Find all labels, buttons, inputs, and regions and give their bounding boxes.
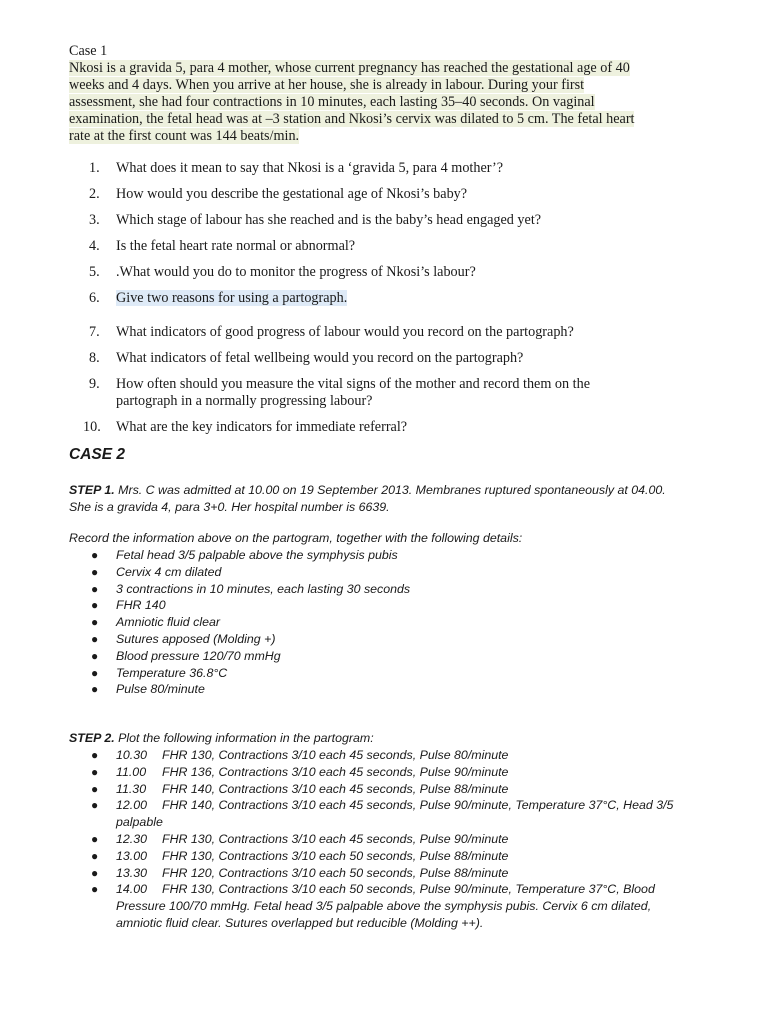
question-number: 1. — [89, 160, 100, 176]
bullet-icon: ● — [91, 682, 99, 697]
bullet-icon: ● — [91, 882, 99, 897]
bullet-icon: ● — [91, 631, 99, 646]
list-item: ● Pulse 80/minute — [91, 682, 205, 697]
list-item: ● Fetal head 3/5 palpable above the symphysis pubis — [91, 548, 398, 562]
bullet-icon: ● — [91, 548, 99, 562]
question-text: partograph in a normally progressing labour? — [116, 393, 373, 409]
intro-line: weeks and 4 days. When you arrive at her house, she is already in labour. During your first — [69, 77, 585, 93]
question-number: 6. — [89, 290, 100, 306]
entry-text: FHR 130, Contractions 3/10 each 45 seconds, Pulse 80/minute — [162, 748, 509, 762]
bullet-icon: ● — [91, 615, 99, 630]
bullet-icon: ● — [91, 848, 99, 863]
bullet-icon: ● — [91, 781, 99, 796]
question-number: 5. — [89, 264, 100, 280]
record-intro: Record the information above on the partogram, together with the following details: — [69, 531, 523, 545]
question-text: How often should you measure the vital signs of the mother and record them on the — [116, 376, 590, 392]
entry-time: 14.00 — [116, 882, 148, 897]
intro-line: Nkosi is a gravida 5, para 4 mother, whose current pregnancy has reached the gestational age of 40 — [69, 60, 630, 76]
list-item: ● Amniotic fluid clear — [91, 615, 220, 630]
case1-title: Case 1 — [69, 43, 108, 59]
list-item: ● Cervix 4 cm dilated — [91, 564, 222, 579]
list-item — [69, 848, 709, 865]
list-item: ● 3 contractions in 10 minutes, each lasting 30 seconds — [91, 581, 411, 596]
bullet-icon: ● — [91, 748, 99, 762]
bullet-icon: ● — [91, 865, 99, 880]
list-item — [69, 764, 709, 781]
question-text: What indicators of fetal wellbeing would you record on the partograph? — [116, 350, 524, 366]
bullet-icon: ● — [91, 648, 99, 663]
question-number: 7. — [89, 324, 100, 340]
entries-list — [69, 747, 709, 932]
entry-time: 11.30 — [116, 781, 147, 796]
question-number: 4. — [89, 238, 100, 254]
list-item — [69, 831, 709, 848]
question-number: 9. — [89, 376, 100, 392]
question-text: What are the key indicators for immediate referral? — [116, 419, 408, 435]
entry-text: FHR 140, Contractions 3/10 each 45 seconds, Pulse 90/minute, Temperature 37°C, Head 3/5 — [162, 798, 674, 813]
bullet-icon: ● — [91, 581, 99, 596]
entry-text: FHR 130, Contractions 3/10 each 50 seconds, Pulse 90/minute, Temperature 37°C, Blood — [162, 882, 655, 897]
step1-paragraph — [69, 482, 709, 516]
entry-time: 12.30 — [116, 831, 148, 846]
entry-time: 13.30 — [116, 865, 148, 880]
entry-time: 12.00 — [116, 798, 148, 813]
step2-text: Plot the following information in the partogram: — [114, 731, 374, 745]
entry-text: palpable — [116, 815, 163, 830]
step2-paragraph — [69, 730, 709, 747]
intro-line: assessment, she had four contractions in 10 minutes, each lasting 35–40 seconds. On vaginal — [69, 94, 595, 110]
entry-time: 10.30 — [116, 748, 148, 762]
bullet-icon: ● — [91, 764, 99, 779]
entry-text: FHR 130, Contractions 3/10 each 45 seconds, Pulse 90/minute — [162, 831, 509, 846]
entry-text: FHR 120, Contractions 3/10 each 50 seconds, Pulse 88/minute — [162, 865, 509, 880]
step2-label: STEP 2. — [69, 731, 115, 745]
case2-title: CASE 2 — [69, 446, 125, 463]
case1-section — [69, 43, 699, 145]
list-item: ● Temperature 36.8°C — [91, 665, 228, 680]
intro-line: examination, the fetal head was at –3 station and Nkosi’s cervix was dilated to 5 cm. The fetal heart — [69, 111, 635, 127]
bullet-icon: ● — [91, 798, 99, 813]
entry-text: FHR 136, Contractions 3/10 each 45 seconds, Pulse 90/minute — [162, 764, 509, 779]
question-number: 8. — [89, 350, 100, 366]
question-text: Is the fetal heart rate normal or abnormal? — [116, 238, 356, 254]
question-text: Give two reasons for using a partograph. — [116, 290, 348, 306]
question-text: What indicators of good progress of labour would you record on the partograph? — [116, 324, 574, 340]
question-text: .What would you do to monitor the progress of Nkosi’s labour? — [116, 264, 476, 280]
entry-text: FHR 130, Contractions 3/10 each 50 seconds, Pulse 88/minute — [162, 848, 509, 863]
list-item — [69, 747, 709, 764]
list-item: ● FHR 140 — [91, 598, 166, 613]
entry-time: 11.00 — [116, 764, 147, 779]
bullet-icon: ● — [91, 598, 99, 613]
question-number: 3. — [89, 212, 100, 228]
details-list — [69, 547, 709, 698]
question-text: What does it mean to say that Nkosi is a ‘gravida 5, para 4 mother’? — [116, 160, 504, 176]
step1-text: Mrs. C was admitted at 10.00 on 19 September 2013. Membranes ruptured spontaneously at 04.00. — [114, 483, 666, 497]
question-text: How would you describe the gestational age of Nkosi’s baby? — [116, 186, 468, 202]
bullet-icon: ● — [91, 831, 99, 846]
question-number: 10. — [83, 419, 101, 435]
entry-text: amniotic fluid clear. Sutures overlapped but reducible (Molding ++). — [116, 915, 484, 930]
list-item: ● Sutures apposed (Molding +) — [91, 631, 276, 646]
list-item — [69, 797, 709, 831]
list-item — [69, 865, 709, 882]
entry-text: FHR 140, Contractions 3/10 each 45 seconds, Pulse 88/minute — [162, 781, 509, 796]
list-item — [69, 781, 709, 798]
bullet-icon: ● — [91, 564, 99, 579]
entry-time: 13.00 — [116, 848, 148, 863]
entry-text: Pressure 100/70 mmHg. Fetal head 3/5 palpable above the symphysis pubis. Cervix 6 cm dilated, — [116, 899, 652, 914]
question-number: 2. — [89, 186, 100, 202]
step1-label: STEP 1. — [69, 483, 115, 497]
list-item — [69, 881, 709, 931]
case1-intro — [69, 60, 699, 145]
question-text: Which stage of labour has she reached and is the baby’s head engaged yet? — [116, 212, 542, 228]
list-item: ● Blood pressure 120/70 mmHg — [91, 648, 281, 663]
step1-text: She is a gravida 4, para 3+0. Her hospital number is 6639. — [69, 500, 390, 514]
bullet-icon: ● — [91, 665, 99, 680]
intro-line: rate at the first count was 144 beats/min. — [69, 128, 300, 144]
